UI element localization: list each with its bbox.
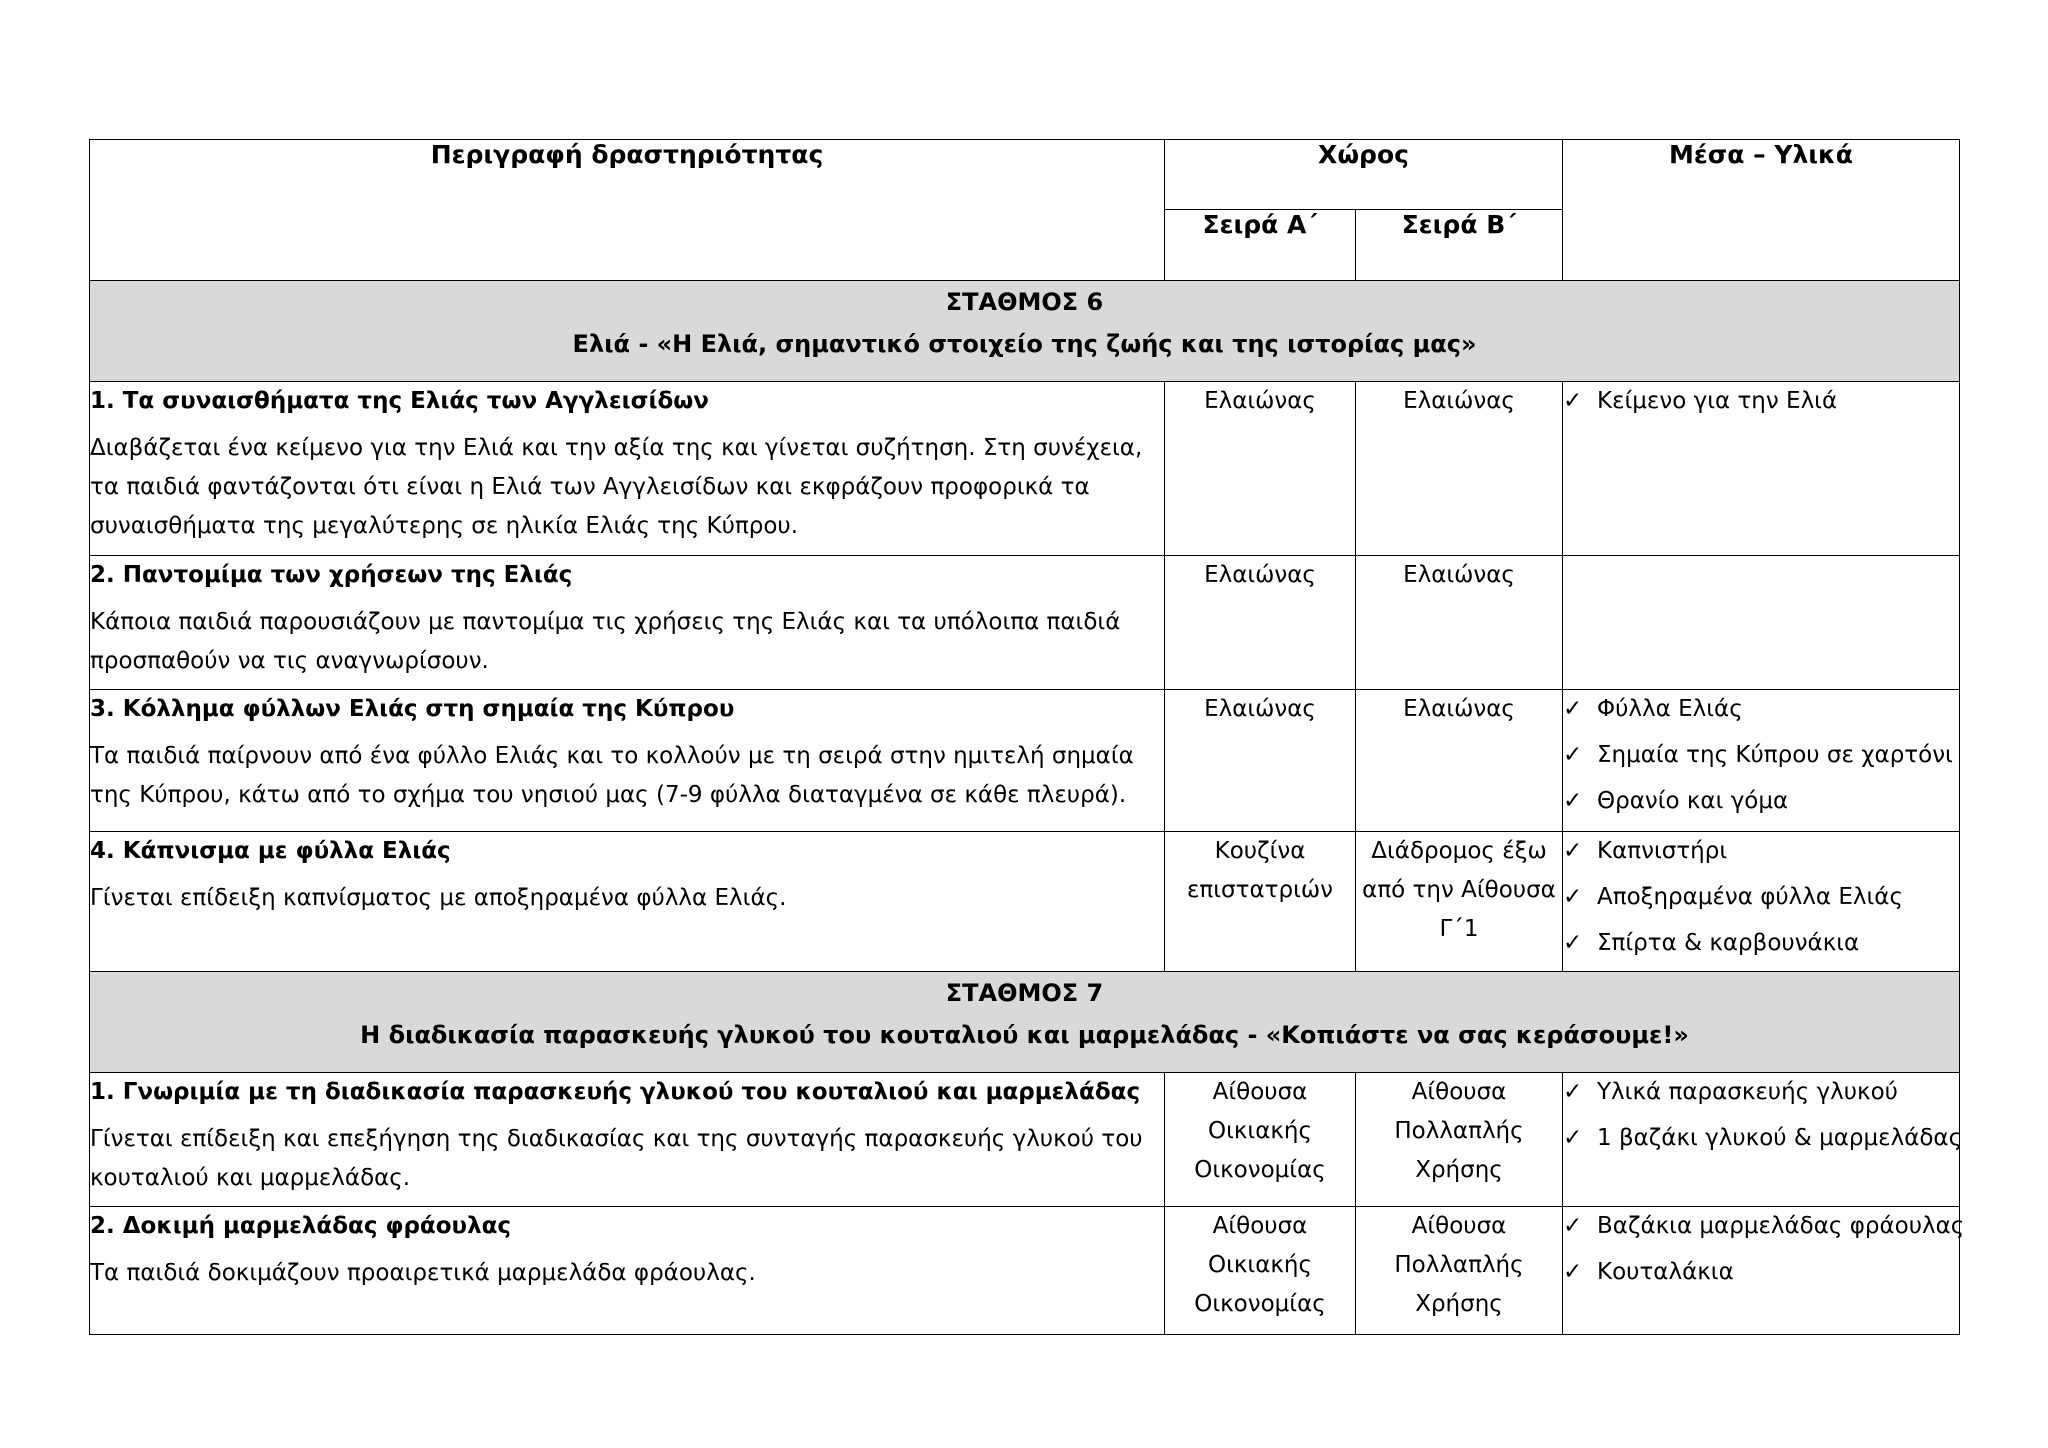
activity-description-cell <box>90 382 1165 556</box>
place-series-a: Αίθουσα Οικιακής Οικονομίας <box>1165 1073 1356 1207</box>
materials-cell <box>1563 556 1960 690</box>
station-name: ΣΤΑΘΜΟΣ 7 <box>945 979 1104 1007</box>
material-label: Αποξηραμένα φύλλα Ελιάς <box>1597 884 1903 910</box>
place-series-a: Ελαιώνας <box>1165 690 1356 832</box>
material-item <box>1563 832 1959 871</box>
activity-title: 4. Κάπνισμα με φύλλα Ελιάς <box>90 838 451 864</box>
materials-cell <box>1563 690 1960 832</box>
activity-row <box>90 832 1960 972</box>
station-subtitle: Η διαδικασία παρασκευής γλυκού του κουταλιού και μαρμελάδας - «Κοπιάστε να σας κεράσουμε!» <box>360 1021 1689 1049</box>
material-item <box>1563 1119 1963 1158</box>
station-header <box>90 972 1960 1073</box>
station-name: ΣΤΑΘΜΟΣ 6 <box>945 288 1104 316</box>
place-series-b: Αίθουσα Πολλαπλής Χρήσης <box>1356 1073 1563 1207</box>
material-item <box>1563 382 1959 421</box>
materials-list <box>1563 832 1959 963</box>
activity-text: Τα παιδιά δοκιμάζουν προαιρετικά μαρμελάδα φράουλας. <box>90 1260 756 1286</box>
materials-list <box>1563 1073 1963 1158</box>
activity-description-cell <box>90 832 1165 972</box>
material-label: 1 βαζάκι γλυκού & μαρμελάδας <box>1597 1125 1963 1151</box>
check-icon: ✓ <box>1563 1079 1583 1105</box>
material-label: Κείμενο για την Ελιά <box>1597 388 1838 414</box>
check-icon: ✓ <box>1563 838 1583 864</box>
activity-row <box>90 382 1960 556</box>
activity-title: 3. Κόλλημα φύλλων Ελιάς στη σημαία της Κύπρου <box>90 696 735 722</box>
activity-description-cell <box>90 690 1165 832</box>
header-series-a: Σειρά Α΄ <box>1165 210 1356 281</box>
check-icon: ✓ <box>1563 1125 1583 1151</box>
check-icon: ✓ <box>1563 696 1583 722</box>
activity-description-cell <box>90 556 1165 690</box>
material-label: Σπίρτα & καρβουνάκια <box>1597 930 1860 956</box>
check-icon: ✓ <box>1563 788 1583 814</box>
place-series-b: Ελαιώνας <box>1356 690 1563 832</box>
station-header <box>90 281 1960 382</box>
check-icon: ✓ <box>1563 1213 1583 1239</box>
materials-list <box>1563 1207 1965 1292</box>
check-icon: ✓ <box>1563 742 1583 768</box>
material-item <box>1563 1253 1959 1292</box>
check-icon: ✓ <box>1563 1259 1583 1285</box>
materials-list <box>1563 690 1959 821</box>
activity-title: 1. Γνωριμία με τη διαδικασία παρασκευής γλυκού του κουταλιού και μαρμελάδας <box>90 1079 1141 1105</box>
material-label: Υλικά παρασκευής γλυκού <box>1597 1079 1898 1105</box>
material-item <box>1563 1207 1965 1246</box>
material-item <box>1563 690 1959 729</box>
header-series-b: Σειρά Β΄ <box>1356 210 1563 281</box>
station-row <box>90 281 1960 382</box>
activity-title: 2. Δοκιμή μαρμελάδας φράουλας <box>90 1213 512 1239</box>
place-series-a: Αίθουσα Οικιακής Οικονομίας <box>1165 1207 1356 1335</box>
activity-text: Γίνεται επίδειξη και επεξήγηση της διαδικασίας και της συνταγής παρασκευής γλυκού του κουταλιού και μαρμελάδας. <box>90 1126 1143 1191</box>
place-series-a: Κουζίνα επιστατριών <box>1165 832 1356 972</box>
station-subtitle: Ελιά - «Η Ελιά, σημαντικό στοιχείο της ζωής και της ιστορίας μας» <box>572 330 1477 358</box>
material-item <box>1563 878 1959 917</box>
materials-cell <box>1563 1073 1963 1207</box>
material-item <box>1563 1073 1959 1112</box>
material-label: Κουταλάκια <box>1597 1259 1734 1285</box>
activity-description-cell <box>90 1207 1165 1335</box>
activity-text: Γίνεται επίδειξη καπνίσματος με αποξηραμένα φύλλα Ελιάς. <box>90 885 787 911</box>
materials-cell <box>1563 382 1960 556</box>
materials-cell <box>1563 1207 1965 1335</box>
materials-list <box>1563 382 1959 421</box>
check-icon: ✓ <box>1563 884 1583 910</box>
material-label: Καπνιστήρι <box>1597 838 1728 864</box>
material-label: Βαζάκια μαρμελάδας φράουλας <box>1597 1213 1965 1239</box>
header-description: Περιγραφή δραστηριότητας <box>90 140 1165 281</box>
material-label: Θρανίο και γόμα <box>1597 788 1789 814</box>
activity-title: 1. Τα συναισθήματα της Ελιάς των Αγγλεισίδων <box>90 388 709 414</box>
activity-row <box>90 1207 1960 1335</box>
activity-row <box>90 690 1960 832</box>
material-label: Σημαία της Κύπρου σε χαρτόνι <box>1597 742 1953 768</box>
materials-cell <box>1563 832 1960 972</box>
place-series-b: Ελαιώνας <box>1356 382 1563 556</box>
check-icon: ✓ <box>1563 388 1583 414</box>
material-item <box>1563 924 1959 963</box>
activity-description-cell <box>90 1073 1165 1207</box>
header-place: Χώρος <box>1165 140 1563 210</box>
place-series-b: Αίθουσα Πολλαπλής Χρήσης <box>1356 1207 1563 1335</box>
activity-row <box>90 556 1960 690</box>
material-label: Φύλλα Ελιάς <box>1597 696 1743 722</box>
activity-text: Τα παιδιά παίρνουν από ένα φύλλο Ελιάς και το κολλούν με τη σειρά στην ημιτελή σημαία της Κύπρου, κάτω από το σχήμα του νησιού μας (7-9 φύλλα διαταγμένα σε κάθε πλευρά). <box>90 743 1134 808</box>
place-series-a: Ελαιώνας <box>1165 382 1356 556</box>
place-series-b: Διάδρομος έξω από την Αίθουσα Γ΄1 <box>1356 832 1563 972</box>
activity-title: 2. Παντομίμα των χρήσεων της Ελιάς <box>90 562 573 588</box>
activity-text: Διαβάζεται ένα κείμενο για την Ελιά και την αξία της και γίνεται συζήτηση. Στη συνέχεια, τα παιδιά φαντάζονται ότι είναι η Ελιά των Αγγλεισίδων και εκφράζουν προφορικά τα συναισθήματα της μεγαλύτερης σε ηλικία Ελιάς της Κύπρου. <box>90 435 1143 539</box>
header-materials: Μέσα – Υλικά <box>1563 140 1960 281</box>
material-item <box>1563 736 1959 775</box>
place-series-a: Ελαιώνας <box>1165 556 1356 690</box>
station-row <box>90 972 1960 1073</box>
activity-table <box>89 139 1965 1335</box>
activity-text: Κάποια παιδιά παρουσιάζουν με παντομίμα τις χρήσεις της Ελιάς και τα υπόλοιπα παιδιά προσπαθούν να τις αναγνωρίσουν. <box>90 609 1121 674</box>
check-icon: ✓ <box>1563 930 1583 956</box>
material-item <box>1563 782 1959 821</box>
activity-row <box>90 1073 1960 1207</box>
place-series-b: Ελαιώνας <box>1356 556 1563 690</box>
